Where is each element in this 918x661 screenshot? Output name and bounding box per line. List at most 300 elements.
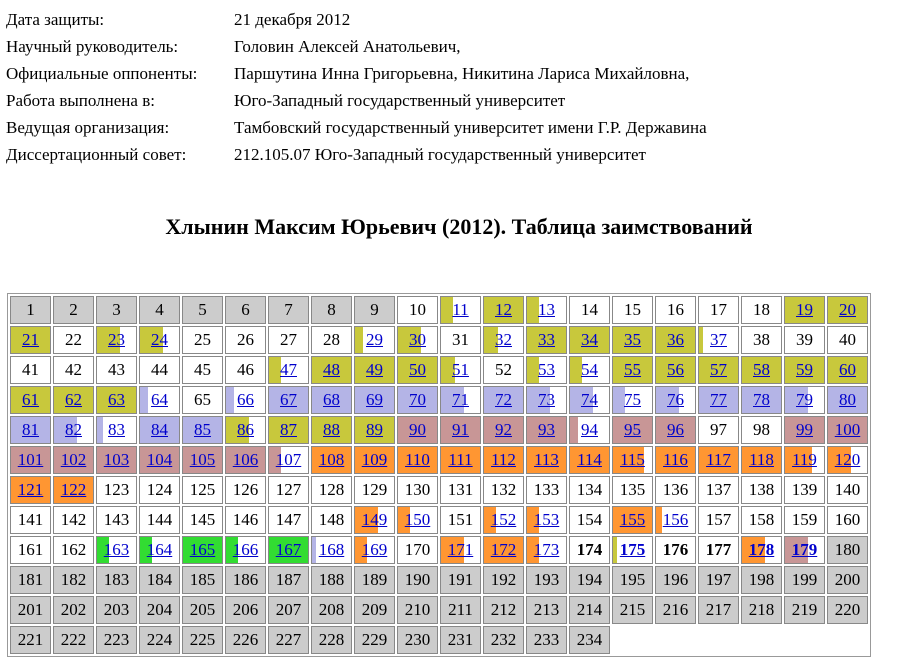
page-cell[interactable] [827, 356, 868, 384]
page-cell[interactable] [397, 506, 438, 534]
page-cell[interactable] [655, 506, 696, 534]
page-link[interactable]: 47 [280, 360, 297, 379]
page-cell [96, 626, 137, 654]
page-number: 160 [834, 510, 861, 529]
page-cell[interactable] [698, 356, 739, 384]
page-cell[interactable] [96, 386, 137, 414]
page-cell [440, 626, 481, 654]
page-cell [182, 596, 223, 624]
page-link[interactable]: 110 [405, 450, 430, 469]
page-link[interactable]: 11 [452, 300, 469, 319]
page-number: 2 [69, 300, 78, 319]
page-link[interactable]: 107 [275, 450, 302, 469]
page-number: 220 [834, 600, 861, 619]
page-cell[interactable] [483, 536, 524, 564]
page-link[interactable]: 179 [791, 540, 818, 559]
page-cell [10, 506, 51, 534]
page-link[interactable]: 113 [534, 450, 559, 469]
page-cell[interactable] [53, 476, 94, 504]
page-cell[interactable] [354, 356, 395, 384]
page-link[interactable]: 172 [490, 540, 517, 559]
page-link[interactable]: 120 [834, 450, 861, 469]
table-row [10, 566, 868, 594]
page-link[interactable]: 33 [538, 330, 555, 349]
page-cell[interactable] [96, 536, 137, 564]
page-link[interactable]: 88 [323, 420, 340, 439]
page-number: 162 [60, 540, 87, 559]
page-cell[interactable] [569, 386, 610, 414]
page-cell[interactable] [612, 506, 653, 534]
page-cell[interactable] [225, 536, 266, 564]
page-link[interactable]: 156 [662, 510, 689, 529]
page-cell[interactable] [139, 536, 180, 564]
page-cell[interactable] [741, 536, 782, 564]
page-cell[interactable] [483, 446, 524, 474]
page-cell[interactable] [612, 356, 653, 384]
page-link[interactable]: 60 [839, 360, 856, 379]
page-link[interactable]: 93 [538, 420, 555, 439]
page-number: 230 [404, 630, 431, 649]
page-link[interactable]: 72 [495, 390, 512, 409]
page-link[interactable]: 153 [533, 510, 560, 529]
page-cell [397, 536, 438, 564]
page-cell [698, 596, 739, 624]
page-cell[interactable] [741, 356, 782, 384]
page-cell[interactable] [526, 296, 567, 324]
page-number: 216 [662, 600, 689, 619]
page-number: 157 [705, 510, 732, 529]
page-cell[interactable] [440, 386, 481, 414]
page-link[interactable]: 84 [151, 420, 168, 439]
page-number: 136 [662, 480, 689, 499]
page-cell[interactable] [569, 326, 610, 354]
page-link[interactable]: 100 [834, 420, 861, 439]
page-number: 224 [146, 630, 173, 649]
page-cell[interactable] [526, 356, 567, 384]
page-cell[interactable] [741, 446, 782, 474]
page-cell[interactable] [10, 476, 51, 504]
page-cell[interactable] [483, 326, 524, 354]
page-cell[interactable] [354, 446, 395, 474]
page-link[interactable]: 122 [60, 480, 87, 499]
page-cell [268, 296, 309, 324]
page-cell [354, 626, 395, 654]
page-number: 141 [17, 510, 44, 529]
page-number: 43 [108, 360, 125, 379]
info-row [6, 6, 707, 33]
page-link[interactable]: 36 [667, 330, 684, 349]
page-cell[interactable] [655, 446, 696, 474]
page-number: 130 [404, 480, 431, 499]
borrowing-bar [226, 387, 234, 413]
page-link[interactable]: 111 [448, 450, 473, 469]
page-link[interactable]: 20 [839, 300, 856, 319]
page-cell[interactable] [483, 506, 524, 534]
page-number: 31 [452, 330, 469, 349]
page-cell [569, 506, 610, 534]
page-cell[interactable] [440, 356, 481, 384]
page-link[interactable]: 30 [409, 330, 426, 349]
page-cell[interactable] [182, 536, 223, 564]
page-cell[interactable] [698, 446, 739, 474]
page-link[interactable]: 67 [280, 390, 297, 409]
page-cell[interactable] [569, 446, 610, 474]
page-link[interactable]: 92 [495, 420, 512, 439]
page-cell[interactable] [10, 416, 51, 444]
page-number: 124 [146, 480, 173, 499]
page-link[interactable]: 55 [624, 360, 641, 379]
page-cell[interactable] [526, 386, 567, 414]
page-number: 135 [619, 480, 646, 499]
page-link[interactable]: 108 [318, 450, 345, 469]
page-cell[interactable] [698, 326, 739, 354]
page-link[interactable]: 34 [581, 330, 598, 349]
page-link[interactable]: 114 [577, 450, 602, 469]
page-cell[interactable] [784, 386, 825, 414]
page-cell[interactable] [354, 506, 395, 534]
page-link[interactable]: 77 [710, 390, 727, 409]
page-link[interactable]: 94 [581, 420, 598, 439]
page-cell[interactable] [526, 536, 567, 564]
page-number: 228 [318, 630, 345, 649]
page-cell[interactable] [741, 386, 782, 414]
page-link[interactable]: 178 [748, 540, 775, 559]
page-cell[interactable] [526, 506, 567, 534]
page-cell[interactable] [96, 446, 137, 474]
page-cell [655, 536, 696, 564]
page-link[interactable]: 58 [753, 360, 770, 379]
page-link[interactable]: 119 [792, 450, 817, 469]
page-link[interactable]: 155 [619, 510, 646, 529]
page-cell[interactable] [483, 416, 524, 444]
page-link[interactable]: 75 [624, 390, 641, 409]
page-link[interactable]: 175 [619, 540, 646, 559]
table-row [10, 446, 868, 474]
page-link[interactable]: 63 [108, 390, 125, 409]
page-link[interactable]: 169 [361, 540, 388, 559]
page-cell[interactable] [483, 296, 524, 324]
page-number: 147 [275, 510, 302, 529]
page-cell[interactable] [139, 446, 180, 474]
page-cell[interactable] [182, 446, 223, 474]
page-cell[interactable] [139, 386, 180, 414]
page-link[interactable]: 32 [495, 330, 512, 349]
page-cell[interactable] [397, 326, 438, 354]
page-link[interactable]: 99 [796, 420, 813, 439]
empty-cell [655, 626, 696, 654]
page-cell[interactable] [354, 416, 395, 444]
page-cell[interactable] [526, 416, 567, 444]
page-cell[interactable] [440, 296, 481, 324]
page-cell [10, 596, 51, 624]
page-link[interactable]: 73 [538, 390, 555, 409]
page-link[interactable]: 152 [490, 510, 517, 529]
page-link[interactable]: 91 [452, 420, 469, 439]
page-cell[interactable] [440, 446, 481, 474]
page-link[interactable]: 149 [361, 510, 388, 529]
page-link[interactable]: 90 [409, 420, 426, 439]
page-number: 170 [404, 540, 431, 559]
page-link[interactable]: 68 [323, 390, 340, 409]
page-link[interactable]: 82 [65, 420, 82, 439]
page-link[interactable]: 24 [151, 330, 168, 349]
page-cell[interactable] [139, 416, 180, 444]
page-link[interactable]: 74 [581, 390, 598, 409]
page-cell [827, 476, 868, 504]
page-cell[interactable] [311, 356, 352, 384]
page-number: 210 [404, 600, 431, 619]
page-cell[interactable] [440, 536, 481, 564]
page-cell[interactable] [225, 446, 266, 474]
page-number: 39 [796, 330, 813, 349]
page-number: 233 [533, 630, 560, 649]
page-cell [483, 596, 524, 624]
page-cell[interactable] [311, 386, 352, 414]
page-link[interactable]: 76 [667, 390, 684, 409]
info-label: Дата защиты: [6, 10, 105, 29]
page-link[interactable]: 29 [366, 330, 383, 349]
page-cell [182, 386, 223, 414]
page-link[interactable]: 87 [280, 420, 297, 439]
page-link[interactable]: 85 [194, 420, 211, 439]
page-link[interactable]: 19 [796, 300, 813, 319]
page-link[interactable]: 83 [108, 420, 125, 439]
page-link[interactable]: 78 [753, 390, 770, 409]
page-link[interactable]: 70 [409, 390, 426, 409]
page-link[interactable]: 23 [108, 330, 125, 349]
page-link[interactable]: 12 [495, 300, 512, 319]
page-link[interactable]: 37 [710, 330, 727, 349]
page-link[interactable]: 56 [667, 360, 684, 379]
page-cell [268, 566, 309, 594]
page-cell [311, 506, 352, 534]
page-link[interactable]: 116 [663, 450, 688, 469]
page-number: 42 [65, 360, 82, 379]
page-cell[interactable] [225, 416, 266, 444]
page-cell [827, 326, 868, 354]
page-cell[interactable] [526, 446, 567, 474]
page-number: 204 [146, 600, 173, 619]
page-cell[interactable] [268, 536, 309, 564]
page-cell[interactable] [483, 386, 524, 414]
page-number: 8 [327, 300, 336, 319]
page-link[interactable]: 106 [232, 450, 259, 469]
page-cell[interactable] [784, 536, 825, 564]
page-link[interactable]: 50 [409, 360, 426, 379]
page-cell[interactable] [612, 326, 653, 354]
page-cell[interactable] [397, 446, 438, 474]
page-link[interactable]: 62 [65, 390, 82, 409]
page-cell[interactable] [612, 386, 653, 414]
page-link[interactable]: 95 [624, 420, 641, 439]
page-cell[interactable] [10, 386, 51, 414]
page-cell[interactable] [698, 386, 739, 414]
page-link[interactable]: 69 [366, 390, 383, 409]
page-link[interactable]: 48 [323, 360, 340, 379]
page-cell[interactable] [569, 356, 610, 384]
page-cell [96, 356, 137, 384]
page-link[interactable]: 105 [189, 450, 216, 469]
page-cell[interactable] [268, 446, 309, 474]
page-cell [569, 476, 610, 504]
page-link[interactable]: 164 [146, 540, 173, 559]
page-cell [612, 566, 653, 594]
page-link[interactable]: 173 [533, 540, 560, 559]
page-link[interactable]: 102 [60, 450, 87, 469]
page-cell[interactable] [569, 416, 610, 444]
page-link[interactable]: 89 [366, 420, 383, 439]
page-cell [96, 566, 137, 594]
table-row [10, 536, 868, 564]
page-cell[interactable] [225, 386, 266, 414]
page-title: Хлынин Максим Юрьевич (2012). Таблица заимствований [165, 214, 753, 239]
info-row [6, 60, 707, 87]
page-link[interactable]: 59 [796, 360, 813, 379]
page-link[interactable]: 57 [710, 360, 727, 379]
page-number: 185 [189, 570, 216, 589]
page-link[interactable]: 109 [361, 450, 388, 469]
page-cell[interactable] [268, 386, 309, 414]
page-cell[interactable] [139, 326, 180, 354]
page-cell[interactable] [397, 386, 438, 414]
page-cell[interactable] [655, 386, 696, 414]
page-link[interactable]: 163 [103, 540, 130, 559]
empty-cell [784, 626, 825, 654]
page-number: 209 [361, 600, 388, 619]
page-number: 215 [619, 600, 646, 619]
page-cell [225, 596, 266, 624]
page-link[interactable]: 171 [447, 540, 474, 559]
page-number: 192 [490, 570, 517, 589]
page-link[interactable]: 51 [452, 360, 469, 379]
page-cell[interactable] [53, 416, 94, 444]
borrowing-bar [656, 507, 662, 533]
page-cell[interactable] [268, 416, 309, 444]
page-cell [182, 476, 223, 504]
page-number: 44 [151, 360, 168, 379]
page-number: 174 [576, 540, 603, 559]
page-cell [440, 326, 481, 354]
page-cell[interactable] [612, 416, 653, 444]
page-cell[interactable] [10, 446, 51, 474]
page-link[interactable]: 86 [237, 420, 254, 439]
page-cell [139, 596, 180, 624]
page-link[interactable]: 64 [151, 390, 168, 409]
page-number: 28 [323, 330, 340, 349]
page-link[interactable]: 166 [232, 540, 259, 559]
page-cell[interactable] [10, 326, 51, 354]
page-cell[interactable] [784, 356, 825, 384]
page-cell[interactable] [655, 326, 696, 354]
page-cell[interactable] [655, 356, 696, 384]
page-number: 22 [65, 330, 82, 349]
page-cell[interactable] [53, 386, 94, 414]
page-cell[interactable] [827, 446, 868, 474]
page-link[interactable]: 13 [538, 300, 555, 319]
page-cell[interactable] [655, 416, 696, 444]
page-cell[interactable] [311, 416, 352, 444]
page-link[interactable]: 54 [581, 360, 598, 379]
page-cell[interactable] [397, 416, 438, 444]
page-link[interactable]: 49 [366, 360, 383, 379]
page-cell[interactable] [784, 296, 825, 324]
page-number: 10 [409, 300, 426, 319]
page-link[interactable]: 167 [275, 540, 302, 559]
page-cell[interactable] [354, 536, 395, 564]
page-cell[interactable] [354, 386, 395, 414]
page-cell[interactable] [96, 326, 137, 354]
empty-cell [827, 626, 868, 654]
page-link[interactable]: 96 [667, 420, 684, 439]
page-number: 197 [705, 570, 732, 589]
page-number: 183 [103, 570, 130, 589]
page-cell[interactable] [827, 386, 868, 414]
page-link[interactable]: 53 [538, 360, 555, 379]
page-link[interactable]: 165 [189, 540, 216, 559]
page-cell[interactable] [440, 416, 481, 444]
page-link[interactable]: 21 [22, 330, 39, 349]
page-cell[interactable] [311, 536, 352, 564]
table-row [10, 506, 868, 534]
page-link[interactable]: 81 [22, 420, 39, 439]
page-link[interactable]: 103 [103, 450, 130, 469]
page-link[interactable]: 79 [796, 390, 813, 409]
page-cell[interactable] [268, 356, 309, 384]
page-link[interactable]: 35 [624, 330, 641, 349]
page-link[interactable]: 121 [17, 480, 44, 499]
page-cell[interactable] [526, 326, 567, 354]
table-row [10, 476, 868, 504]
page-cell [698, 296, 739, 324]
page-cell[interactable] [784, 416, 825, 444]
page-link[interactable]: 61 [22, 390, 39, 409]
page-cell[interactable] [311, 446, 352, 474]
page-cell [655, 296, 696, 324]
page-cell [483, 626, 524, 654]
page-link[interactable]: 80 [839, 390, 856, 409]
page-cell[interactable] [612, 536, 653, 564]
page-link[interactable]: 104 [146, 450, 173, 469]
page-link[interactable]: 117 [706, 450, 731, 469]
page-link[interactable]: 101 [17, 450, 44, 469]
page-link[interactable]: 112 [491, 450, 516, 469]
page-cell [440, 476, 481, 504]
page-link[interactable]: 118 [749, 450, 774, 469]
page-cell[interactable] [827, 296, 868, 324]
page-link[interactable]: 66 [237, 390, 254, 409]
page-cell[interactable] [827, 416, 868, 444]
page-cell[interactable] [612, 446, 653, 474]
page-cell[interactable] [397, 356, 438, 384]
page-cell[interactable] [53, 446, 94, 474]
page-cell [612, 296, 653, 324]
page-cell [268, 626, 309, 654]
borrowing-bar [527, 357, 539, 383]
page-number: 25 [194, 330, 211, 349]
page-link[interactable]: 115 [620, 450, 645, 469]
page-cell [827, 566, 868, 594]
page-number: 131 [447, 480, 474, 499]
page-cell[interactable] [784, 446, 825, 474]
page-cell[interactable] [96, 416, 137, 444]
page-cell [741, 596, 782, 624]
page-cell[interactable] [182, 416, 223, 444]
page-cell[interactable] [354, 326, 395, 354]
page-link[interactable]: 71 [452, 390, 469, 409]
page-number: 161 [17, 540, 44, 559]
page-link[interactable]: 150 [404, 510, 431, 529]
page-link[interactable]: 168 [318, 540, 345, 559]
